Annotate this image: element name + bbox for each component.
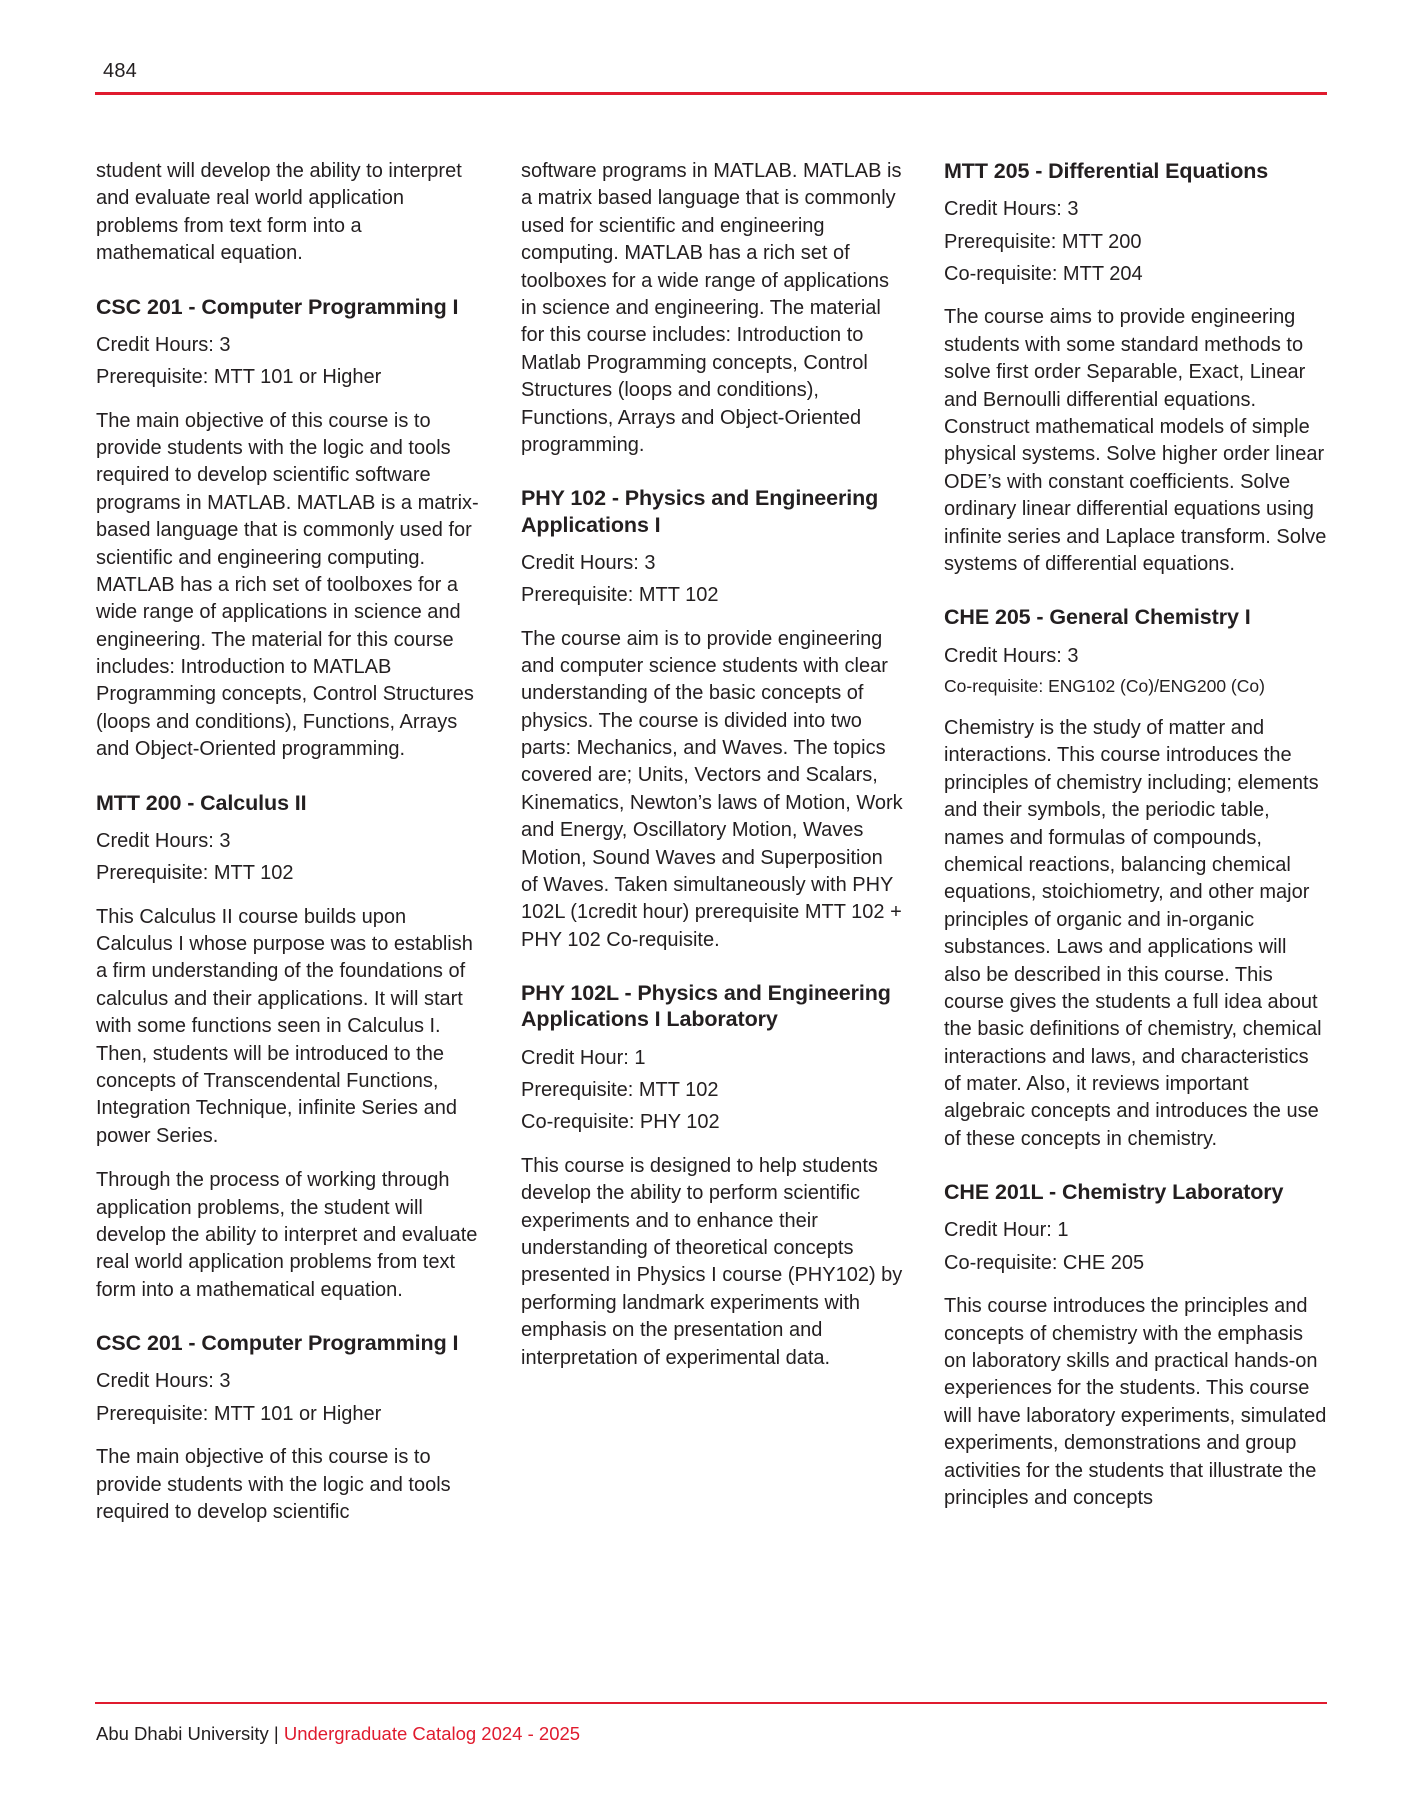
footer-institution: Abu Dhabi University — [96, 1723, 269, 1744]
credit-hours: Credit Hour: 1 — [944, 1219, 1069, 1242]
prerequisite: Prerequisite: MTT 102 — [521, 1079, 719, 1102]
column-right — [944, 158, 1328, 1526]
credit-hours: Credit Hours: 3 — [521, 551, 656, 574]
page-columns — [96, 158, 1330, 1526]
course-description: The main objective of this course is to provide students with the logic and tools required to develop scientific software programs in MATLAB. MATLAB is a matrix-based language that is commonly used for scientific and engineering computing. MATLAB has a rich set of toolboxes for a wide range of applications in science and engineering. The material for this course includes: Introduction to MATLAB Programming concepts, Control Structures (loops and conditions), Functions, Arrays and Object-Oriented programming. — [96, 409, 479, 761]
course-title-phy102l: PHY 102L - Physics and Engineering Applications I Laboratory — [521, 981, 891, 1032]
prerequisite: Prerequisite: MTT 101 or Higher — [96, 366, 382, 389]
corequisite: Co-requisite: PHY 102 — [521, 1111, 720, 1134]
course-title-csc201-repeat: CSC 201 - Computer Programming I — [96, 1331, 459, 1356]
prerequisite: Prerequisite: MTT 200 — [944, 230, 1142, 253]
paragraph-continued: student will develop the ability to interpret and evaluate real world application problems from text form into a mathematical equation. — [96, 160, 462, 265]
footer-catalog: Undergraduate Catalog 2024 - 2025 — [283, 1723, 581, 1744]
credit-hours: Credit Hours: 3 — [96, 829, 231, 852]
course-title-phy102: PHY 102 - Physics and Engineering Applications I — [521, 486, 879, 537]
course-title-che205: CHE 205 - General Chemistry I — [944, 605, 1251, 630]
course-title-csc201: CSC 201 - Computer Programming I — [96, 294, 459, 319]
credit-hours: Credit Hours: 3 — [944, 644, 1079, 667]
course-title-mtt205: MTT 205 - Differential Equations — [944, 159, 1269, 183]
course-description: The course aim is to provide engineering and computer science students with clear understanding of the basic concepts of physics. The course is divided into two parts: Mechanics, and Waves. The topics covered are; Units, Vectors and Scalars, Kinematics, Newton’s laws of Motion, Work and Energy, Oscillatory Motion, Waves Motion, Sound Waves and Superposition of Waves. Taken simultaneously with PHY 102L (1credit hour) prerequisite MTT 102 + PHY 102 Co-requisite. — [521, 627, 903, 951]
course-description: The main objective of this course is to provide students with the logic and tools required to develop scientific — [96, 1446, 451, 1523]
prerequisite: Prerequisite: MTT 102 — [96, 862, 294, 885]
footer-separator: | — [268, 1723, 284, 1744]
corequisite: Co-requisite: CHE 205 — [944, 1251, 1145, 1274]
prerequisite: Prerequisite: MTT 102 — [521, 584, 719, 607]
header-divider — [95, 92, 1327, 95]
prerequisite: Prerequisite: MTT 101 or Higher — [96, 1402, 382, 1425]
footer — [96, 1723, 580, 1745]
course-description: The course aims to provide engineering students with some standard methods to solve first order Separable, Exact, Linear and Bernoulli differential equations. Construct mathematical models of simple physical systems. Solve higher order linear ODE’s with constant coefficients. Solve ordinary linear differential equations using infinite series and Laplace transform. Solve systems of differential equations. — [944, 306, 1327, 575]
corequisite: Co-requisite: MTT 204 — [944, 263, 1143, 285]
corequisite: Co-requisite: ENG102 (Co)/ENG200 (Co) — [944, 675, 1265, 696]
credit-hours: Credit Hours: 3 — [944, 198, 1079, 221]
course-title-che201l: CHE 201L - Chemistry Laboratory — [944, 1180, 1284, 1205]
column-left — [96, 158, 480, 1526]
course-title-mtt200: MTT 200 - Calculus II — [96, 790, 307, 815]
course-description: This course is designed to help students develop the ability to perform scientific experiments and to enhance their understanding of theoretical concepts presented in Physics I course (PHY102) by performing landmark experiments with emphasis on the presentation and interpretation of experimental data. — [521, 1154, 903, 1369]
course-description: Chemistry is the study of matter and interactions. This course introduces the principles of chemistry including; elements and their symbols, the periodic table, names and formulas of compounds, chemical reactions, balancing chemical equations, stoichiometry, and other major principles of organic and in-organic substances. Laws and applications will also be described in this course. This course gives the students a full idea about the basic definitions of chemistry, chemical interactions and laws, and characteristics of mater. Also, it reviews important algebraic concepts and introduces the use of these concepts in chemistry. — [944, 717, 1322, 1150]
page-number: 484 — [103, 60, 137, 82]
credit-hours: Credit Hour: 1 — [521, 1046, 646, 1069]
footer-divider — [95, 1702, 1327, 1704]
course-description: This course introduces the principles and concepts of chemistry with the emphasis on laboratory skills and practical hands-on experiences for the students. This course will have laboratory experiments, simulated experiments, demonstrations and group activities for the students that illustrate the principles and concepts — [944, 1295, 1327, 1509]
credit-hours: Credit Hours: 3 — [96, 1370, 231, 1393]
column-middle — [521, 158, 903, 1526]
course-description: This Calculus II course builds upon Calculus I whose purpose was to establish a firm understanding of the foundations of calculus and their applications. It will start with some functions seen in Calculus I. Then, students will be introduced to the concepts of Transcendental Functions, Integration Technique, infinite Series and power Series. — [96, 905, 473, 1147]
credit-hours: Credit Hours: 3 — [96, 333, 231, 356]
paragraph-continued: software programs in MATLAB. MATLAB is a matrix based language that is commonly used for scientific and engineering computing. MATLAB has a rich set of toolboxes for a wide range of applications in science and engineering. The material for this course includes: Introduction to Matlab Programming concepts, Control Structures (loops and conditions), Functions, Arrays and Object-Oriented programming. — [521, 160, 902, 456]
course-description-continued: Through the process of working through application problems, the student will develop the ability to interpret and evaluate real world application problems from text form into a mathematical equation. — [96, 1169, 478, 1301]
